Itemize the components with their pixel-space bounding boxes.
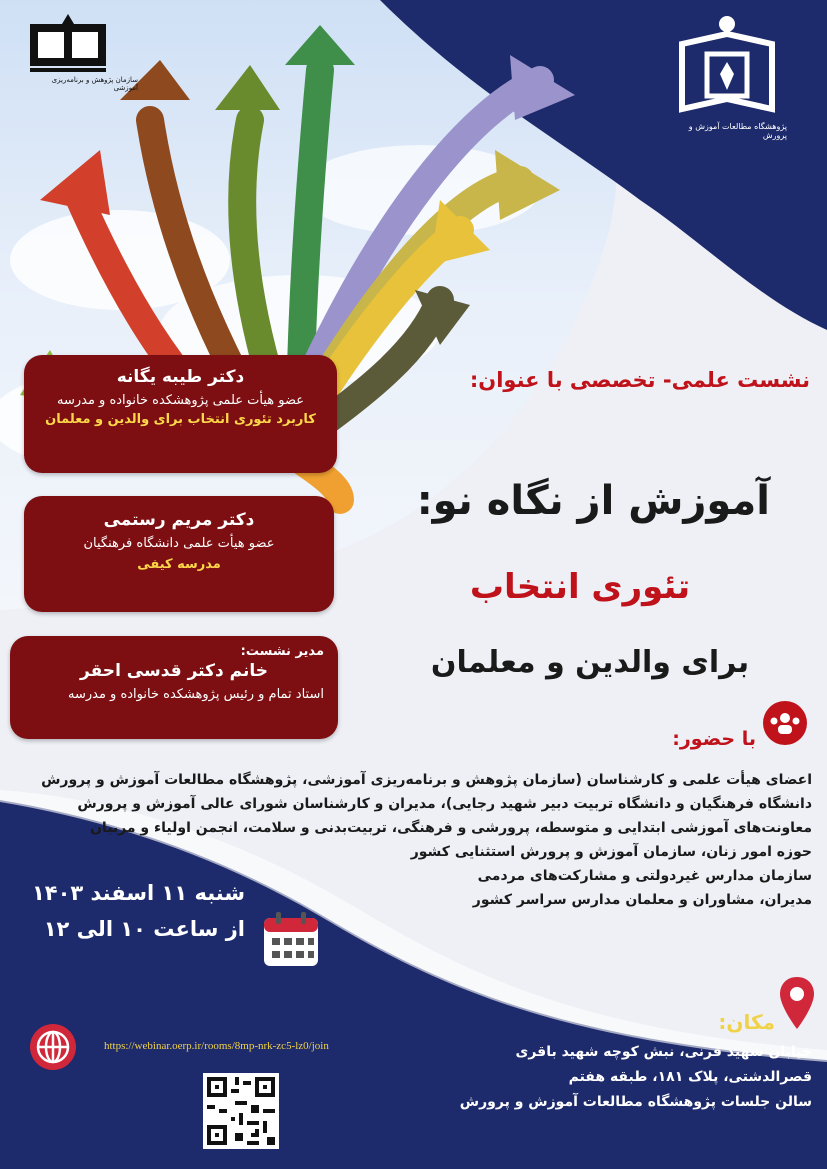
left-logo-caption: سازمان پژوهش و برنامه‌ریزی آموزشی	[51, 76, 138, 92]
session-subtitle: نشست علمی- تخصصی با عنوان:	[469, 368, 810, 392]
book-emblem-icon	[28, 14, 108, 74]
moderator-label: مدیر نشست:	[240, 644, 324, 659]
location-pin-icon	[778, 975, 818, 1033]
calendar-icon	[262, 910, 322, 970]
moderator-role: استاد تمام و رئیس پژوهشکده خانواده و مدرسه	[67, 687, 324, 702]
speaker-role: عضو هیأت علمی دانشگاه فرهنگیان	[83, 536, 275, 551]
attendance-line: حوزه امور زنان، سازمان آموزش و پرورش استثنایی کشور	[410, 844, 812, 860]
speaker-role: عضو هیأت علمی پژوهشکده خانواده و مدرسه	[56, 393, 304, 408]
session-title-audience: برای والدین و معلمان	[430, 645, 750, 680]
event-date: شنبه ۱۱ اسفند ۱۴۰۳	[31, 881, 245, 905]
datetime-block	[10, 875, 245, 947]
attendance-line: مدیران، مشاوران و معلمان مدارس سراسر کشور	[472, 892, 812, 908]
speaker-card-1	[24, 355, 337, 473]
attendance-label: با حضور:	[672, 728, 756, 750]
institute-emblem-icon	[672, 14, 782, 119]
globe-icon	[28, 1022, 80, 1074]
speaker-topic: کاربرد تئوری انتخاب برای والدین و معلمان	[45, 412, 316, 427]
right-logo-caption: پژوهشگاه مطالعات آموزش و پرورش	[688, 122, 787, 140]
attendance-line: سازمان مدارس غیردولتی و مشارکت‌های مردمی	[477, 868, 812, 884]
speaker-card-2	[24, 496, 334, 612]
session-title: آموزش از نگاه نو:	[416, 478, 770, 524]
moderator-card	[10, 636, 338, 739]
address-line: خیابان شهید قرنی، نبش کوچه شهید باقری	[515, 1044, 812, 1060]
moderator-name: خانم دکتر قدسی احقر	[80, 661, 268, 681]
attendance-line: اعضای هیأت علمی و کارشناسان (سازمان پژوهش و برنامه‌ریزی آموزشی، پژوهشگاه مطالعات آموزش و پرورش	[41, 772, 812, 788]
org-logo-left	[28, 14, 138, 92]
address-line: سالن جلسات پژوهشگاه مطالعات آموزش و پرورش	[459, 1094, 812, 1110]
speaker-name: دکتر طیبه یگانه	[116, 367, 245, 387]
event-time: از ساعت ۱۰ الی ۱۲	[43, 917, 245, 941]
attendance-line: دانشگاه فرهنگیان و دانشگاه تربیت دبیر شهید رجایی)، مدیران و کارشناسان شورای عالی آموزش و پرورش	[77, 796, 812, 812]
session-title-highlight: تئوری انتخاب	[469, 567, 691, 607]
speaker-name: دکتر مریم رستمی	[103, 510, 255, 530]
location-label: مکان:	[718, 1010, 775, 1034]
attendance-line: معاونت‌های آموزشی ابتدایی و متوسطه، پرورشی و فرهنگی، تربیت‌بدنی و سلامت، انجمن اولیاء و مربیان	[89, 820, 812, 836]
org-logo-right	[672, 14, 787, 144]
group-icon	[760, 698, 810, 748]
address-line: قصرالدشتی، پلاک ۱۸۱، طبقه هفتم	[568, 1069, 812, 1085]
location-address	[420, 1040, 812, 1115]
speaker-topic: مدرسه کیفی	[137, 557, 221, 572]
qr-code	[203, 1073, 279, 1149]
webinar-link[interactable]: https://webinar.oerp.ir/rooms/8mp-nrk-zc5-lz0/join	[104, 1040, 329, 1052]
